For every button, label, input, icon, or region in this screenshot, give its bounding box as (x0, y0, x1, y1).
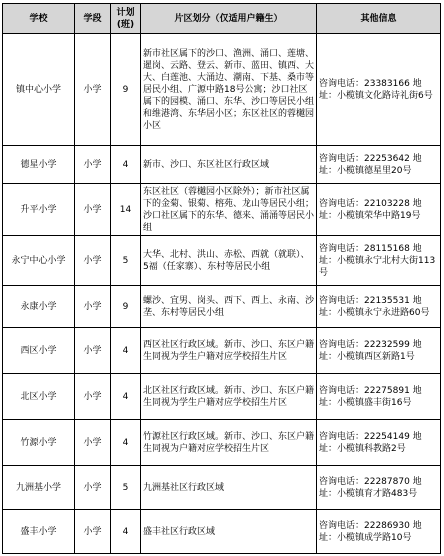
school-name: 九洲基小学 (3, 466, 75, 510)
contact-info: 咨询电话：22287870 地址：小榄镇育才路483号 (317, 466, 441, 510)
contact-info: 咨询电话：22253642 地址：小榄镇德星里20号 (317, 146, 441, 184)
header-row (3, 4, 441, 34)
contact-info: 咨询电话：22232599 地址：小榄镇西区新路1号 (317, 328, 441, 374)
table-row (3, 466, 441, 510)
school-name: 西区小学 (3, 328, 75, 374)
school-name: 镇中心小学 (3, 34, 75, 146)
school-name: 永康小学 (3, 286, 75, 328)
table-row (3, 236, 441, 286)
header-stage: 学段 (75, 4, 111, 34)
table-row (3, 146, 441, 184)
contact-info: 咨询电话：22286930 地址：小榄镇成学路10号 (317, 510, 441, 554)
school-stage: 小学 (75, 328, 111, 374)
enrollment-table (2, 3, 441, 554)
header-info: 其他信息 (317, 4, 441, 34)
school-name: 永宁中心小学 (3, 236, 75, 286)
table-row (3, 374, 441, 420)
school-name: 德星小学 (3, 146, 75, 184)
class-plan: 9 (111, 34, 141, 146)
class-plan: 4 (111, 328, 141, 374)
school-stage: 小学 (75, 34, 111, 146)
school-stage: 小学 (75, 286, 111, 328)
school-name: 北区小学 (3, 374, 75, 420)
table-row (3, 184, 441, 236)
contact-info: 咨询电话：22275891 地址：小榄镇盛丰街16号 (317, 374, 441, 420)
class-plan: 5 (111, 466, 141, 510)
school-name: 盛丰小学 (3, 510, 75, 554)
enrollment-area: 盛丰社区行政区域 (141, 510, 317, 554)
table-row (3, 286, 441, 328)
enrollment-area: 新市、沙口、东区社区行政区域 (141, 146, 317, 184)
school-stage: 小学 (75, 466, 111, 510)
school-name: 升平小学 (3, 184, 75, 236)
enrollment-area: 竹源社区行政区域。新市、沙口、东区户籍生同视为户籍对应学校招生片区 (141, 420, 317, 466)
enrollment-area: 东区社区（蓉樾园小区除外）；新市社区属下的金菊、银菊、榕苑、龙山等居民小组；沙口社区属下的东华、德来、涌涌等居民小组 (141, 184, 317, 236)
class-plan: 4 (111, 374, 141, 420)
table-row (3, 34, 441, 146)
class-plan: 9 (111, 286, 141, 328)
enrollment-area: 螺沙、宜男、岗头、西下、西上、永南、沙垄、东村等居民小组 (141, 286, 317, 328)
class-plan: 5 (111, 236, 141, 286)
class-plan: 14 (111, 184, 141, 236)
school-stage: 小学 (75, 510, 111, 554)
enrollment-area: 西区社区行政区域。新市、沙口、东区户籍生同视为学生户籍对应学校招生片区 (141, 328, 317, 374)
table-row (3, 420, 441, 466)
contact-info: 咨询电话：22254149 地址：小榄镇科教路2号 (317, 420, 441, 466)
enrollment-area: 新市社区属下的沙口、渔洲、涌口、莲塘、暹岗、云路、登云、新市、蓝田、镇西、大大、白莲池、大涌边、潮南、下基、桑市等居民小组、广源中路18号公寓；沙口社区属下的园模、涌口、东华、沙口等居民小组和维港湾、东华居小区；东区社区的蓉樾园小区 (141, 34, 317, 146)
contact-info: 咨询电话：22135531 地址：小榄镇永宁永进路60号 (317, 286, 441, 328)
contact-info: 咨询电话：22103228 地址：小榄镇荣华中路19号 (317, 184, 441, 236)
school-stage: 小学 (75, 420, 111, 466)
school-stage: 小学 (75, 146, 111, 184)
enrollment-area: 北区社区行政区域。新市、沙口、东区户籍生同视为学生户籍对应学校招生片区 (141, 374, 317, 420)
contact-info: 咨询电话：28115168 地址：小榄镇永宁北村大街113号 (317, 236, 441, 286)
contact-info: 咨询电话：23383166 地址：小榄镇文化路诗礼街6号 (317, 34, 441, 146)
enrollment-area: 大华、北村、洪山、赤松、西就（就联）、5福（任家寨）、东村等居民小组 (141, 236, 317, 286)
school-stage: 小学 (75, 184, 111, 236)
class-plan: 4 (111, 420, 141, 466)
enrollment-area: 九洲基社区行政区域 (141, 466, 317, 510)
class-plan: 4 (111, 146, 141, 184)
school-stage: 小学 (75, 374, 111, 420)
school-stage: 小学 (75, 236, 111, 286)
class-plan: 4 (111, 510, 141, 554)
header-school: 学校 (3, 4, 75, 34)
table-row (3, 328, 441, 374)
header-plan: 计划(班) (111, 4, 141, 34)
school-name: 竹源小学 (3, 420, 75, 466)
table-row (3, 510, 441, 554)
header-area: 片区划分（仅适用户籍生） (141, 4, 317, 34)
